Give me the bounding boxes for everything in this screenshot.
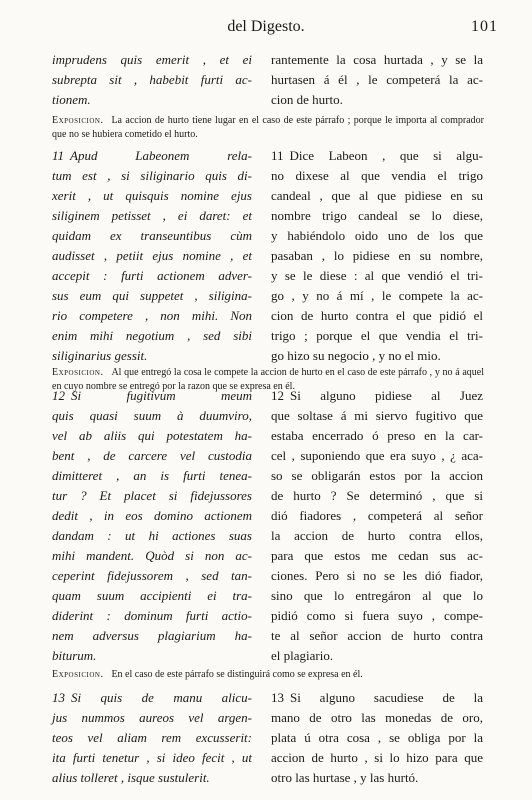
- text-line: [52, 306, 252, 326]
- line-text: hurtasen á él , le competerá la ac-: [271, 72, 483, 87]
- text-line: [271, 306, 483, 326]
- paragraph-number: 11: [52, 148, 65, 163]
- line-text: Apud Labeonem rela-: [70, 148, 252, 163]
- line-text: imprudens quis emerit , et ei: [52, 52, 252, 67]
- line-text: mihi mandent. Quòd si non ac-: [52, 548, 252, 563]
- text-line: [52, 606, 252, 626]
- line-text: y se le diese : al que vendió el tri-: [271, 268, 483, 283]
- line-text: biturum.: [52, 648, 97, 663]
- line-text: teos vel aliam rem excusserit:: [52, 730, 252, 745]
- text-line: [52, 566, 252, 586]
- text-line: [52, 506, 252, 526]
- line-text: mano de otro las monedas de oro,: [271, 710, 483, 725]
- text-line: [52, 286, 252, 306]
- line-text: alius tolleret , isque sustulerit.: [52, 770, 210, 785]
- line-text: Si alguno sacudiese de la: [290, 690, 483, 705]
- text-line: [52, 728, 252, 748]
- line-text: rio competere , non mihi. Non: [52, 308, 252, 323]
- line-text: ciones. Pero si no se les dió fiador,: [271, 568, 483, 583]
- line-text: sus eum qui suppetet , siligina-: [52, 288, 252, 303]
- spanish-column: [271, 146, 483, 366]
- exposicion-label: Exposicion.: [52, 115, 104, 126]
- text-line: [271, 768, 483, 788]
- line-text: tum est , si siliginario quis di-: [52, 168, 252, 183]
- text-line: [271, 748, 483, 768]
- text-line: [52, 206, 252, 226]
- text-line: [271, 586, 483, 606]
- line-text: la accion de hurto contra ellos,: [271, 528, 483, 543]
- text-line: [271, 406, 483, 426]
- line-text: enim mihi negotium , sed sibi: [52, 328, 252, 343]
- text-line: [52, 486, 252, 506]
- line-text: otro las hurtase , y las hurtó.: [271, 770, 419, 785]
- line-text: Si fugitivum meum: [71, 388, 252, 403]
- exposicion-text: Al que entregó la cosa le compete la accion de hurto en el caso de este párrafo , y no á aquel en cuyo nombre se entregó por la razon que se expresa en él.: [52, 367, 484, 392]
- text-line: [52, 266, 252, 286]
- text-line: [271, 346, 483, 366]
- line-text: cion de hurto contra el que pidió el: [271, 308, 483, 323]
- text-line: [52, 646, 252, 666]
- line-text: tionem.: [52, 92, 91, 107]
- text-line: [52, 186, 252, 206]
- line-text: no dixese al que vendia el trigo: [271, 168, 483, 183]
- text-line: [52, 526, 252, 546]
- latin-column: [52, 146, 252, 366]
- text-line: [52, 50, 252, 70]
- line-text: nombre trigo candeal se lo diese,: [271, 208, 483, 223]
- line-text: bent , de carcere vel custodia: [52, 448, 252, 463]
- line-text: cel , suponiendo que era suyo , ¿ aca-: [271, 448, 483, 463]
- line-text: siliginem petisset , ei daret: et: [52, 208, 252, 223]
- text-line: [271, 566, 483, 586]
- text-line: [271, 728, 483, 748]
- text-line: [271, 226, 483, 246]
- line-text: pidió como si fuera suyo , compe-: [271, 608, 483, 623]
- line-text: el plagiario.: [271, 648, 334, 663]
- text-line: [52, 626, 252, 646]
- exposicion-text: La accion de hurto tiene lugar en el caso de este párrafo ; porque le importa al comprador que no se hubiera cometido el hurto.: [52, 115, 484, 140]
- line-text: jus nummos aureos vel argen-: [52, 710, 252, 725]
- text-line: [271, 386, 483, 406]
- line-text: quidam ex transeuntibus cùm: [52, 228, 252, 243]
- exposicion-label: Exposicion.: [52, 367, 104, 378]
- line-text: que soltase á mi siervo fugitivo que: [271, 408, 483, 423]
- latin-column: [52, 50, 252, 110]
- text-line: [52, 406, 252, 426]
- line-text: subrepta sit , habebit furti ac-: [52, 72, 252, 87]
- text-line: [271, 206, 483, 226]
- text-line: [271, 606, 483, 626]
- line-text: Si alguno pidiese al Juez: [290, 388, 483, 403]
- text-line: [271, 546, 483, 566]
- exposicion-note: [52, 668, 484, 682]
- text-line: [271, 526, 483, 546]
- exposicion-text: En el caso de este párrafo se distinguirá como se expresa en él.: [111, 669, 363, 680]
- text-line: [52, 146, 252, 166]
- line-text: te al señor accion de hurto contra: [271, 628, 483, 643]
- line-text: so se obligarán estos por la accion: [271, 468, 483, 483]
- line-text: trigo ; porque el que vendia el tri-: [271, 328, 483, 343]
- text-line: [271, 708, 483, 728]
- exposicion-label: Exposicion.: [52, 669, 104, 680]
- text-line: [52, 70, 252, 90]
- page-number: 101: [471, 18, 498, 35]
- text-line: [52, 768, 252, 788]
- running-title: del Digesto.: [227, 18, 305, 35]
- line-text: y habiéndolo oido uno de los que: [271, 228, 483, 243]
- text-line: [271, 186, 483, 206]
- line-text: quam suum accipienti ei tra-: [52, 588, 252, 603]
- text-line: [52, 688, 252, 708]
- paragraph-number: 11: [271, 148, 284, 163]
- text-line: [271, 286, 483, 306]
- line-text: accion de hurto , si lo hizo para que: [271, 750, 483, 765]
- line-text: rantemente la cosa hurtada , y se la: [271, 52, 483, 67]
- text-line: [52, 466, 252, 486]
- text-line: [52, 748, 252, 768]
- text-line: [52, 426, 252, 446]
- line-text: dedit , in eos domino actionem: [52, 508, 252, 523]
- text-line: [271, 146, 483, 166]
- spanish-column: [271, 50, 483, 110]
- text-line: [52, 546, 252, 566]
- line-text: cion de hurto.: [271, 92, 343, 107]
- text-line: [271, 246, 483, 266]
- text-line: [271, 90, 483, 110]
- line-text: go , y no á mí , le compete la ac-: [271, 288, 483, 303]
- text-line: [52, 708, 252, 728]
- text-line: [271, 688, 483, 708]
- line-text: plata ú otra cosa , se obliga por la: [271, 730, 483, 745]
- line-text: sino que lo entregáron al que lo: [271, 588, 483, 603]
- spanish-column: [271, 688, 483, 788]
- line-text: Dice Labeon , que si algu-: [289, 148, 483, 163]
- line-text: Si quis de manu alicu-: [71, 690, 252, 705]
- page-header: [0, 18, 532, 42]
- line-text: dió fiadores , competerá al señor: [271, 508, 483, 523]
- line-text: dandam : ut hi actiones suas: [52, 528, 252, 543]
- line-text: vel ab aliis qui potestatem ha-: [52, 428, 252, 443]
- text-line: [271, 50, 483, 70]
- paragraph-number: 13: [271, 690, 284, 705]
- line-text: nem adversus plagiarium ha-: [52, 628, 252, 643]
- text-line: [271, 486, 483, 506]
- line-text: accepit : furti actionem adver-: [52, 268, 252, 283]
- line-text: siliginarius gessit.: [52, 348, 148, 363]
- line-text: xerit , ut quisquis nomine ejus: [52, 188, 252, 203]
- line-text: para que estos me cedan sus ac-: [271, 548, 483, 563]
- text-line: [271, 70, 483, 90]
- text-line: [52, 346, 252, 366]
- text-line: [271, 166, 483, 186]
- text-line: [52, 326, 252, 346]
- text-line: [271, 506, 483, 526]
- text-line: [271, 266, 483, 286]
- text-line: [52, 90, 252, 110]
- text-line: [271, 646, 483, 666]
- text-line: [52, 226, 252, 246]
- line-text: quis quasi suum à duumviro,: [52, 408, 252, 423]
- line-text: de hurto ? Se determinó , que si: [271, 488, 483, 503]
- line-text: dimitteret , an is furti tenea-: [52, 468, 252, 483]
- line-text: tur ? Et placet si fidejussores: [52, 488, 252, 503]
- line-text: candeal , que al que pidiese en su: [271, 188, 483, 203]
- text-line: [271, 626, 483, 646]
- text-line: [52, 246, 252, 266]
- text-line: [271, 326, 483, 346]
- exposicion-note: [52, 114, 484, 142]
- line-text: diderint : dominum furti actio-: [52, 608, 252, 623]
- line-text: ceperint fidejussorem , sed tan-: [52, 568, 252, 583]
- line-text: estaba encerrado ó preso en la car-: [271, 428, 483, 443]
- text-line: [271, 466, 483, 486]
- paragraph-number: 12: [52, 388, 65, 403]
- paragraph-number: 12: [271, 388, 284, 403]
- spanish-column: [271, 386, 483, 666]
- latin-column: [52, 688, 252, 788]
- line-text: pasaban , lo pidiese en su nombre,: [271, 248, 483, 263]
- text-line: [271, 426, 483, 446]
- line-text: audisset , petiit ejus nomine , et: [52, 248, 252, 263]
- text-line: [52, 386, 252, 406]
- text-line: [52, 166, 252, 186]
- text-line: [52, 586, 252, 606]
- latin-column: [52, 386, 252, 666]
- text-line: [271, 446, 483, 466]
- line-text: go hizo su negocio , y no el mio.: [271, 348, 441, 363]
- text-line: [52, 446, 252, 466]
- paragraph-number: 13: [52, 690, 65, 705]
- line-text: ita furti tenetur , si ideo fecit , ut: [52, 750, 252, 765]
